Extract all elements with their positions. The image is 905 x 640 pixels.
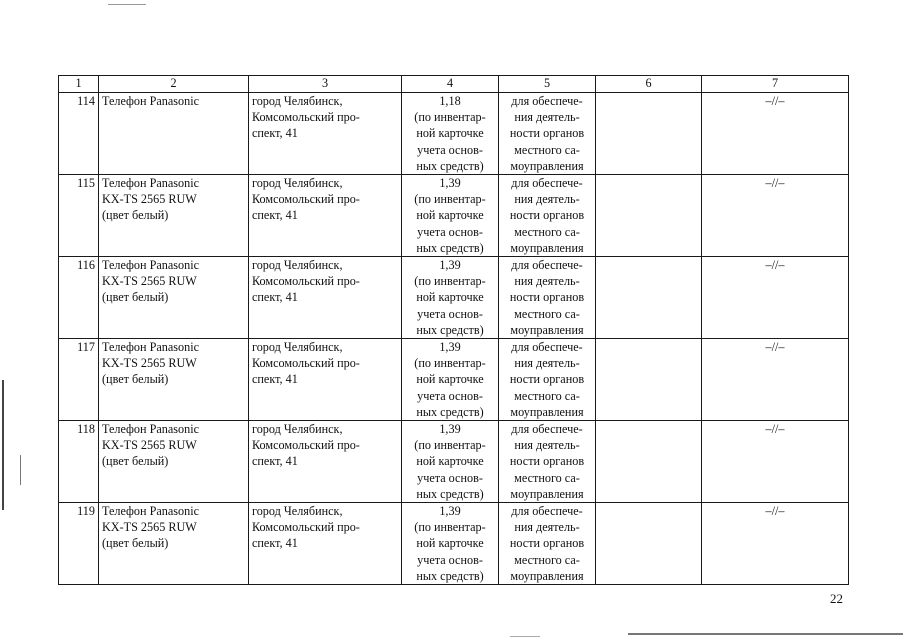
item-name-line: Телефон Panasonic <box>102 94 200 108</box>
item-name <box>99 339 249 421</box>
table-row <box>59 93 849 175</box>
column-header: 5 <box>499 76 596 93</box>
column-header: 7 <box>702 76 849 93</box>
item-purpose <box>499 339 596 421</box>
address-line: Комсомольский про- <box>252 438 360 453</box>
value-line: учета основ- <box>417 224 483 239</box>
address-line: город Челябинск, <box>252 176 343 191</box>
purpose-line: ния деятель- <box>514 520 580 535</box>
value-line: (по инвентар- <box>414 274 486 289</box>
item-name-line: (цвет белый) <box>102 372 169 387</box>
scan-artifact-bottom-mark <box>510 636 540 637</box>
address-line: спект, 41 <box>252 290 298 305</box>
item-name-line: (цвет белый) <box>102 290 169 305</box>
row-number: 117 <box>59 339 99 421</box>
property-table <box>58 75 849 585</box>
value-line: учета основ- <box>417 470 483 485</box>
scan-artifact-left-edge <box>2 380 4 510</box>
item-purpose <box>499 93 596 175</box>
item-name <box>99 93 249 175</box>
column-header: 4 <box>402 76 499 93</box>
purpose-line: моуправления <box>510 158 584 173</box>
value-line: (по инвентар- <box>414 438 486 453</box>
item-value <box>402 175 499 257</box>
table-row <box>59 257 849 339</box>
table-row <box>59 503 849 585</box>
item-name-line: Телефон Panasonic <box>102 422 200 437</box>
purpose-line: для обеспече- <box>511 504 583 519</box>
purpose-line: для обеспече- <box>511 176 583 191</box>
purpose-line: моуправления <box>510 486 584 501</box>
value-line: (по инвентар- <box>414 110 486 125</box>
purpose-line: ния деятель- <box>514 192 580 207</box>
item-value <box>402 257 499 339</box>
address-line: город Челябинск, <box>252 258 343 273</box>
item-name-line: (цвет белый) <box>102 208 169 223</box>
value-line: ных средств) <box>416 568 484 583</box>
value-line: ных средств) <box>416 158 484 173</box>
value-line: учета основ- <box>417 142 483 157</box>
address-line: спект, 41 <box>252 454 298 469</box>
purpose-line: для обеспече- <box>511 340 583 355</box>
address-line: спект, 41 <box>252 536 298 551</box>
value-line: ной карточке <box>416 372 484 387</box>
value-line: ной карточке <box>416 126 484 141</box>
item-name-line: Телефон Panasonic <box>102 504 200 519</box>
address-line: город Челябинск, <box>252 94 343 108</box>
purpose-line: ния деятель- <box>514 274 580 289</box>
item-name-line: Телефон Panasonic <box>102 340 200 355</box>
ditto-mark: –//– <box>702 257 849 339</box>
purpose-line: моуправления <box>510 322 584 337</box>
address-line: спект, 41 <box>252 372 298 387</box>
purpose-line: местного са- <box>514 388 580 403</box>
value-line: учета основ- <box>417 552 483 567</box>
address-line: город Челябинск, <box>252 422 343 437</box>
row-number: 115 <box>59 175 99 257</box>
value-line: ной карточке <box>416 290 484 305</box>
column-header: 6 <box>596 76 702 93</box>
purpose-line: ности органов <box>509 372 585 387</box>
item-name-line: KX-TS 2565 RUW <box>102 438 197 453</box>
purpose-line: ности органов <box>509 290 585 305</box>
purpose-line: для обеспече- <box>511 258 583 273</box>
scan-artifact-left-mark <box>20 455 21 485</box>
address-line: город Челябинск, <box>252 340 343 355</box>
value-line: учета основ- <box>417 306 483 321</box>
value-line: 1,39 <box>439 422 461 437</box>
purpose-line: местного са- <box>514 470 580 485</box>
item-address <box>249 257 402 339</box>
value-line: учета основ- <box>417 388 483 403</box>
item-value <box>402 339 499 421</box>
purpose-line: для обеспече- <box>511 94 583 108</box>
value-line: ной карточке <box>416 536 484 551</box>
value-line: 1,39 <box>439 504 461 519</box>
purpose-line: ности органов <box>509 208 585 223</box>
column-header: 3 <box>249 76 402 93</box>
value-line: ных средств) <box>416 486 484 501</box>
column-6-cell <box>596 503 702 585</box>
header-row <box>59 76 849 93</box>
item-address <box>249 421 402 503</box>
column-6-cell <box>596 421 702 503</box>
item-address <box>249 503 402 585</box>
purpose-line: для обеспече- <box>511 422 583 437</box>
ditto-mark: –//– <box>702 421 849 503</box>
address-line: Комсомольский про- <box>252 274 360 289</box>
purpose-line: моуправления <box>510 240 584 255</box>
page-number: 22 <box>830 591 843 606</box>
address-line: Комсомольский про- <box>252 356 360 371</box>
purpose-line: моуправления <box>510 568 584 583</box>
ditto-mark: –//– <box>702 93 849 175</box>
purpose-line: ности органов <box>509 454 585 469</box>
scan-artifact-top-mark <box>108 4 146 5</box>
item-name-line: Телефон Panasonic <box>102 258 200 273</box>
purpose-line: местного са- <box>514 224 580 239</box>
value-line: (по инвентар- <box>414 356 486 371</box>
address-line: Комсомольский про- <box>252 192 360 207</box>
column-6-cell <box>596 93 702 175</box>
item-purpose <box>499 257 596 339</box>
column-header: 2 <box>99 76 249 93</box>
address-line: город Челябинск, <box>252 504 343 519</box>
value-line: ной карточке <box>416 454 484 469</box>
item-value <box>402 503 499 585</box>
item-value <box>402 93 499 175</box>
item-address <box>249 339 402 421</box>
item-name-line: KX-TS 2565 RUW <box>102 192 197 207</box>
purpose-line: местного са- <box>514 306 580 321</box>
value-line: ных средств) <box>416 240 484 255</box>
scan-artifact-bottom-line <box>628 633 903 635</box>
value-line: (по инвентар- <box>414 192 486 207</box>
table-body <box>59 93 849 585</box>
item-name-line: KX-TS 2565 RUW <box>102 274 197 289</box>
item-name-line: KX-TS 2565 RUW <box>102 520 197 535</box>
value-line: ных средств) <box>416 322 484 337</box>
table-row <box>59 339 849 421</box>
value-line: (по инвентар- <box>414 520 486 535</box>
address-line: спект, 41 <box>252 208 298 223</box>
purpose-line: моуправления <box>510 404 584 419</box>
item-name-line: KX-TS 2565 RUW <box>102 356 197 371</box>
address-line: Комсомольский про- <box>252 520 360 535</box>
item-purpose <box>499 421 596 503</box>
item-address <box>249 175 402 257</box>
item-name-line: (цвет белый) <box>102 536 169 551</box>
row-number: 118 <box>59 421 99 503</box>
purpose-line: ности органов <box>509 126 585 141</box>
purpose-line: местного са- <box>514 552 580 567</box>
value-line: ных средств) <box>416 404 484 419</box>
value-line: ной карточке <box>416 208 484 223</box>
purpose-line: местного са- <box>514 142 580 157</box>
value-line: 1,18 <box>439 94 461 108</box>
address-line: Комсомольский про- <box>252 110 360 125</box>
item-value <box>402 421 499 503</box>
ditto-mark: –//– <box>702 503 849 585</box>
value-line: 1,39 <box>439 258 461 273</box>
purpose-line: ния деятель- <box>514 438 580 453</box>
item-name <box>99 175 249 257</box>
address-line: спект, 41 <box>252 126 298 141</box>
item-purpose <box>499 175 596 257</box>
column-6-cell <box>596 339 702 421</box>
item-name <box>99 257 249 339</box>
purpose-line: ния деятель- <box>514 356 580 371</box>
item-name <box>99 503 249 585</box>
purpose-line: ния деятель- <box>514 110 580 125</box>
item-name <box>99 421 249 503</box>
item-name-line: Телефон Panasonic <box>102 176 200 191</box>
column-header: 1 <box>59 76 99 93</box>
item-address <box>249 93 402 175</box>
ditto-mark: –//– <box>702 339 849 421</box>
row-number: 114 <box>59 93 99 175</box>
item-name-line: (цвет белый) <box>102 454 169 469</box>
table-row <box>59 421 849 503</box>
column-6-cell <box>596 175 702 257</box>
item-purpose <box>499 503 596 585</box>
value-line: 1,39 <box>439 176 461 191</box>
column-6-cell <box>596 257 702 339</box>
table-row <box>59 175 849 257</box>
value-line: 1,39 <box>439 340 461 355</box>
row-number: 116 <box>59 257 99 339</box>
purpose-line: ности органов <box>509 536 585 551</box>
row-number: 119 <box>59 503 99 585</box>
ditto-mark: –//– <box>702 175 849 257</box>
